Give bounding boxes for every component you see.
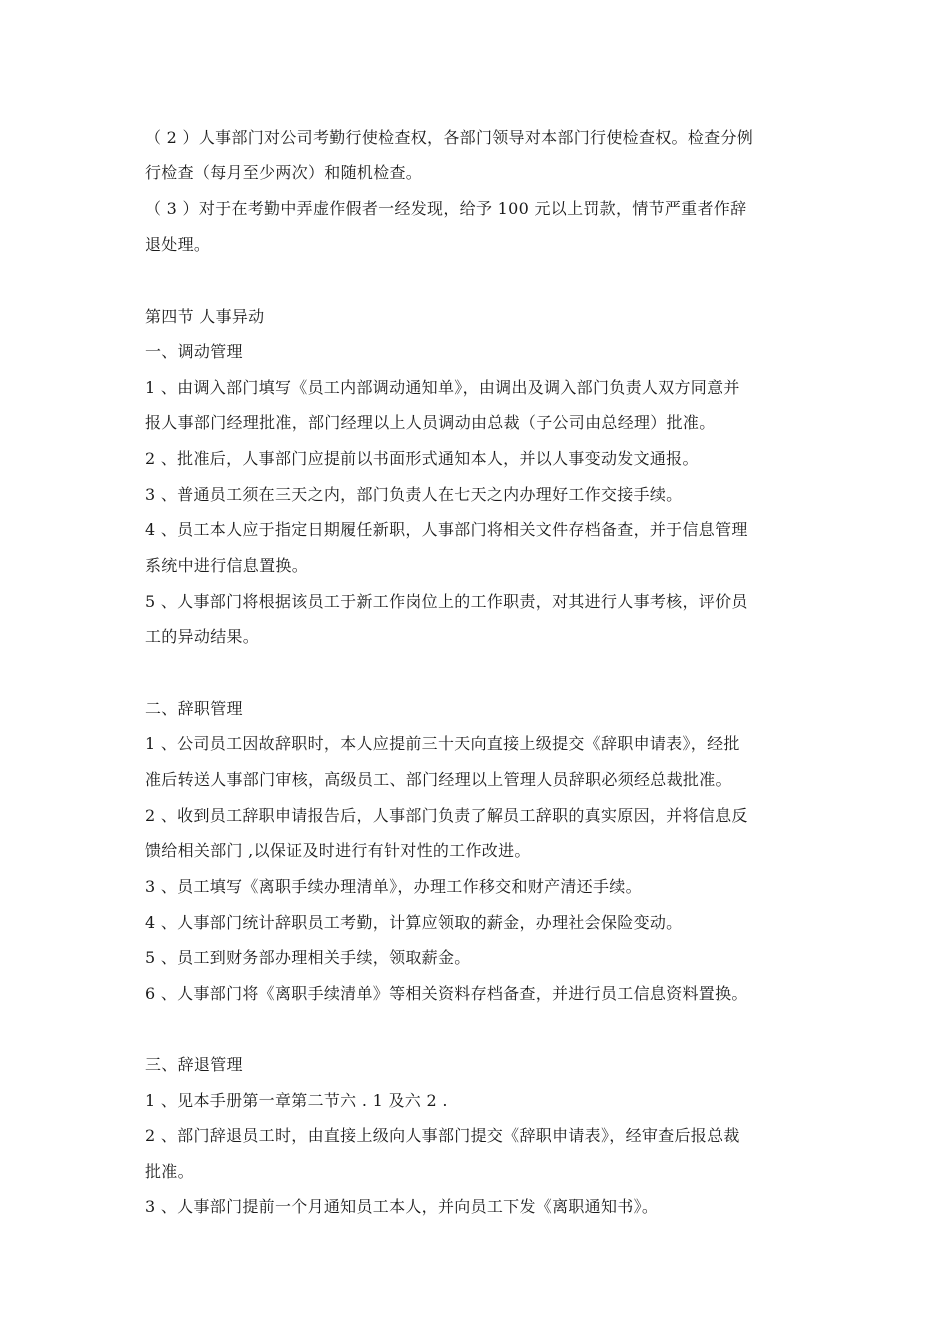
resignation-item-4: 4 、人事部门统计辞职员工考勤，计算应领取的薪金，办理社会保险变动。 [145,913,683,932]
resignation-item-1-line-1: 1 、公司员工因故辞职时，本人应提前三十天向直接上级提交《辞职申请表》，经批 [145,734,740,753]
transfer-item-5-line-2: 工的异动结果。 [145,627,260,646]
dismissal-item-1: 1 、见本手册第一章第二节六 . 1 及六 2 . [145,1091,448,1110]
resignation-heading: 二、辞职管理 [145,699,243,718]
transfer-heading: 一、调动管理 [145,342,243,361]
transfer-item-3: 3 、普通员工须在三天之内，部门负责人在七天之内办理好工作交接手续。 [145,485,683,504]
section-title: 第四节 人事异动 [145,307,265,326]
attendance-item-3-line-2: 退处理。 [145,235,211,254]
dismissal-item-2-line-2: 批准。 [145,1162,194,1181]
transfer-item-1-line-1: 1 、由调入部门填写《员工内部调动通知单》，由调出及调入部门负责人双方同意并 [145,378,740,397]
transfer-item-1-line-2: 报人事部门经理批准，部门经理以上人员调动由总裁（子公司由总经理）批准。 [145,413,716,432]
resignation-item-2-line-1: 2 、收到员工辞职申请报告后，人事部门负责了解员工辞职的真实原因，并将信息反 [145,806,748,825]
transfer-item-5-line-1: 5 、人事部门将根据该员工于新工作岗位上的工作职责，对其进行人事考核，评价员 [145,592,748,611]
dismissal-item-2-line-1: 2 、部门辞退员工时，由直接上级向人事部门提交《辞职申请表》，经审查后报总裁 [145,1126,740,1145]
resignation-item-2-line-2: 馈给相关部门 ,以保证及时进行有针对性的工作改进。 [145,841,531,860]
attendance-item-3-line-1: （ 3 ）对于在考勤中弄虚作假者一经发现，给予 100 元以上罚款，情节严重者作辞 [145,199,747,218]
resignation-item-6: 6 、人事部门将《离职手续清单》等相关资料存档备查，并进行员工信息资料置换。 [145,984,748,1003]
resignation-item-5: 5 、员工到财务部办理相关手续，领取薪金。 [145,948,471,967]
transfer-item-2: 2 、批准后，人事部门应提前以书面形式通知本人，并以人事变动发文通报。 [145,449,699,468]
transfer-item-4-line-2: 系统中进行信息置换。 [145,556,309,575]
resignation-item-3: 3 、员工填写《离职手续办理清单》，办理工作移交和财产清还手续。 [145,877,642,896]
dismissal-heading: 三、辞退管理 [145,1055,243,1074]
transfer-item-4-line-1: 4 、员工本人应于指定日期履任新职，人事部门将相关文件存档备查，并于信息管理 [145,520,748,539]
dismissal-item-3: 3 、人事部门提前一个月通知员工本人，并向员工下发《离职通知书》。 [145,1197,659,1216]
attendance-item-2-line-1: （ 2 ）人事部门对公司考勤行使检查权，各部门领导对本部门行使检查权。检查分例 [145,128,754,147]
attendance-item-2-line-2: 行检查（每月至少两次）和随机检查。 [145,163,423,182]
resignation-item-1-line-2: 准后转送人事部门审核，高级员工、部门经理以上管理人员辞职必须经总裁批准。 [145,770,732,789]
